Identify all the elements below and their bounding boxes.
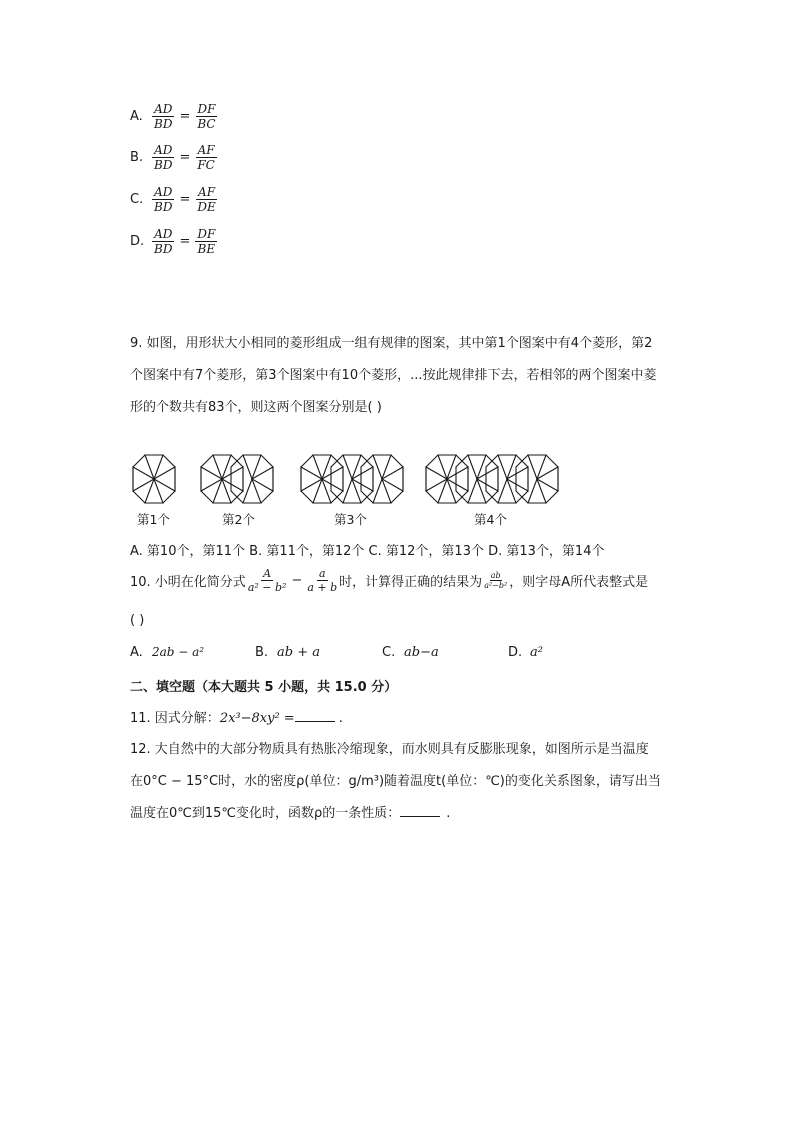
denominator: BC [197,117,216,131]
minus-sign: − [291,573,303,588]
denominator: BD [154,117,173,131]
figure-label-2: 第2个 [222,512,255,527]
q10-result-fraction [484,571,507,590]
equals-sign: = [179,234,191,249]
q11-expression: 2x³−8xy² = [219,711,295,726]
numerator: ab [490,571,501,580]
q8-option-d [130,227,217,256]
left-fraction [152,102,174,131]
q12-text-line-2: 在0°C − 15°C时，水的密度ρ(单位：g/m³)随着温度t(单位：℃)的变化关系图象，请写出当 [130,774,661,789]
q10-fraction-2 [307,567,337,594]
q11-suffix: . [338,711,343,726]
right-fraction [195,227,217,256]
equals-sign: = [179,150,191,165]
q10-question-line [130,567,648,594]
denominator: a + b [307,581,338,594]
answer-blank [295,709,335,722]
equals-sign: = [179,192,191,207]
numerator: A [263,567,272,580]
denominator: BD [154,242,173,256]
right-fraction [195,143,217,172]
numerator: DF [197,102,216,116]
left-fraction [152,143,174,172]
q11-question [130,707,343,726]
q10-fraction-1 [248,567,287,594]
q9-text-line-3: 形的个数共有83个，则这两个图案分别是( ) [130,400,382,415]
q12-line-3-text: 温度在0℃到15℃变化时，函数ρ的一条性质： [130,806,401,821]
q10-option-b-letter: B. [255,645,269,660]
option-letter: A. [130,109,143,124]
q10-suffix: ，则字母A所代表整式是 [509,575,649,590]
denominator: a² − b² [247,581,287,594]
q9-options: A. 第10个，第11个 B. 第11个，第12个 C. 第12个，第13个 D. 第13个，第14个 [130,544,605,559]
pattern-1 [133,455,175,503]
left-fraction [152,227,174,256]
denominator: BD [154,158,173,172]
pattern-3 [301,455,403,503]
q10-option-c-letter: C. [382,645,396,660]
q12-text-line-1: 12. 大自然中的大部分物质具有热胀冷缩现象，而水则具有反膨胀现象，如图所示是当温度 [130,742,649,757]
q10-option-d-letter: D. [508,645,523,660]
q10-prefix: 10. 小明在化简分式 [130,575,246,590]
right-fraction [195,185,217,214]
q9-text-line-2: 个图案中有7个菱形，第3个图案中有10个菱形，...按此规律排下去，若相邻的两个图案中菱 [130,368,657,383]
q10-option-d: a² [530,645,543,660]
q10-answer-paren: ( ) [130,613,145,628]
q10-option-a: 2ab − a² [152,645,205,659]
q12-text-line-3 [130,802,450,821]
answer-blank [400,804,440,817]
numerator: AD [154,102,173,116]
pattern-2 [201,455,273,503]
equals-sign: = [179,109,191,124]
numerator: AD [154,185,173,199]
figure-label-1: 第1个 [137,512,170,527]
q10-middle-text: 时，计算得正确的结果为 [339,575,483,590]
numerator: DF [197,227,216,241]
denominator: FC [197,158,215,172]
numerator: AF [198,185,216,199]
denominator: BE [197,242,216,256]
q8-option-b [130,143,217,172]
right-fraction [195,102,217,131]
q8-option-c [130,185,218,214]
figure-label-4: 第4个 [474,512,507,527]
numerator: AF [197,143,215,157]
left-fraction [152,185,174,214]
q8-option-a [130,102,218,131]
option-letter: C. [130,192,144,207]
section-heading-fill-in: 二、填空题（本大题共 5 小题，共 15.0 分） [130,680,398,695]
figure-label-3: 第3个 [334,512,367,527]
option-letter: D. [130,234,145,249]
q9-text-line-1: 9. 如图，用形状大小相同的菱形组成一组有规律的图案，其中第1个图案中有4个菱形，第2 [130,336,653,351]
numerator: a [318,567,326,580]
q9-rhombus-pattern-figure [128,453,568,507]
denominator: BD [154,200,173,214]
denominator: DE [197,200,216,214]
denominator: a²−b² [484,581,508,590]
numerator: AD [154,143,173,157]
q10-option-c: ab−a [404,645,439,660]
q12-suffix: . [446,806,451,821]
q10-option-a-letter: A. [130,645,143,660]
q11-prefix: 11. 因式分解： [130,711,220,726]
numerator: AD [154,227,173,241]
option-letter: B. [130,150,144,165]
pattern-4 [426,455,558,503]
q10-option-b: ab + a [277,645,320,660]
